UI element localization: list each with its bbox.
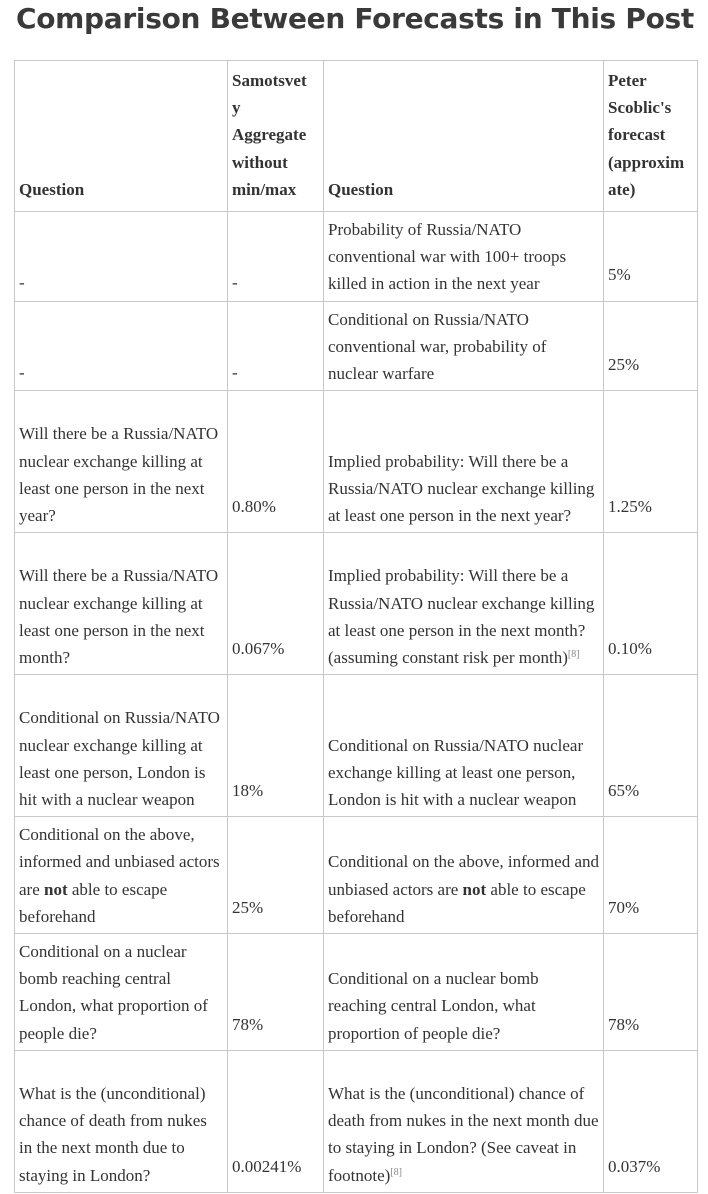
- question-cell: Conditional on the above, informed and unbiased actors are not able to escape beforehand: [15, 817, 228, 934]
- question-cell: Will there be a Russia/NATO nuclear exchange killing at least one person in the next year?: [15, 391, 228, 533]
- scoblic-value: 78%: [604, 934, 698, 1051]
- header-question-2: Question: [324, 61, 604, 212]
- emphasis-not: not: [462, 879, 487, 899]
- question-text: Implied probability: Will there be a Russia/NATO nuclear exchange killing at least one person in the next month? (assuming constant risk per month): [328, 566, 595, 668]
- table-row: [15, 817, 698, 934]
- forecast-comparison-table: [14, 60, 698, 1193]
- header-scoblic: Peter Scoblic's forecast (approxim ate): [604, 61, 698, 212]
- question-cell: Conditional on Russia/NATO nuclear exchange killing at least one person, London is hit with a nuclear weapon: [15, 675, 228, 817]
- question-cell-2: Conditional on a nuclear bomb reaching central London, what proportion of people die?: [324, 934, 604, 1051]
- question-cell-2: Implied probability: Will there be a Russia/NATO nuclear exchange killing at least one person in the next year?: [324, 391, 604, 533]
- footnote-link[interactable]: [8]: [567, 649, 580, 661]
- question-cell: Will there be a Russia/NATO nuclear exchange killing at least one person in the next month?: [15, 533, 228, 675]
- question-text: What is the (unconditional) chance of death from nukes in the next month due to staying in London? (See caveat in footnote): [328, 1084, 599, 1185]
- table-row: [15, 212, 698, 302]
- question-cell-2: Conditional on Russia/NATO nuclear exchange killing at least one person, London is hit with a nuclear weapon: [324, 675, 604, 817]
- question-cell-2: Probability of Russia/NATO conventional war with 100+ troops killed in action in the next year: [324, 212, 604, 302]
- question-cell-2: Conditional on Russia/NATO conventional war, probability of nuclear warfare: [324, 301, 604, 391]
- header-row: [15, 61, 698, 212]
- table-row: [15, 934, 698, 1051]
- table-row: [15, 301, 698, 391]
- question-cell: What is the (unconditional) chance of death from nukes in the next month due to staying in London?: [15, 1050, 228, 1192]
- emphasis-not: not: [44, 879, 68, 899]
- samotsvety-value: 78%: [228, 934, 324, 1051]
- scoblic-value: 1.25%: [604, 391, 698, 533]
- samotsvety-value: -: [228, 301, 324, 391]
- footnote-link[interactable]: [8]: [390, 1166, 402, 1178]
- question-cell: Conditional on a nuclear bomb reaching central London, what proportion of people die?: [15, 934, 228, 1051]
- page-title: Comparison Between Forecasts in This Post: [16, 2, 694, 35]
- question-cell-2: [324, 533, 604, 675]
- table-row: [15, 391, 698, 533]
- header-samotsvety: Samotsvet y Aggregate without min/max: [228, 61, 324, 212]
- question-cell: -: [15, 212, 228, 302]
- scoblic-value: 0.10%: [604, 533, 698, 675]
- scoblic-value: 25%: [604, 301, 698, 391]
- table-row: [15, 1050, 698, 1192]
- question-cell-2: [324, 1050, 604, 1192]
- scoblic-value: 0.037%: [604, 1050, 698, 1192]
- table-row: [15, 675, 698, 817]
- samotsvety-value: 25%: [228, 817, 324, 934]
- scoblic-value: 70%: [604, 817, 698, 934]
- question-cell: -: [15, 301, 228, 391]
- samotsvety-value: 0.067%: [228, 533, 324, 675]
- samotsvety-value: 18%: [228, 675, 324, 817]
- samotsvety-value: -: [228, 212, 324, 302]
- header-question: Question: [15, 61, 228, 212]
- scoblic-value: 5%: [604, 212, 698, 302]
- samotsvety-value: 0.00241%: [228, 1050, 324, 1192]
- samotsvety-value: 0.80%: [228, 391, 324, 533]
- table-row: [15, 533, 698, 675]
- scoblic-value: 65%: [604, 675, 698, 817]
- question-cell-2: Conditional on the above, informed and unbiased actors are not able to escape beforehand: [324, 817, 604, 934]
